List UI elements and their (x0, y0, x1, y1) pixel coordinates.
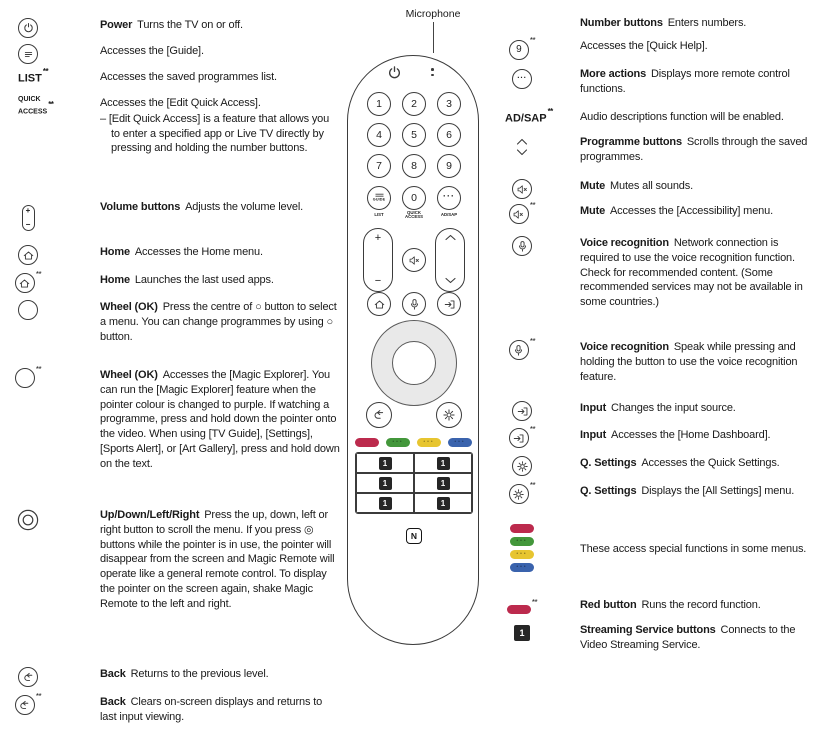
footnote-marks: ** (35, 270, 42, 279)
more-actions-icon: ··· (512, 67, 532, 89)
streaming-service-button (356, 453, 414, 473)
footnote-marks: ** (35, 692, 42, 701)
entry-text (580, 428, 810, 443)
entry-text (100, 200, 340, 215)
streaming-service-badge: 1 (437, 477, 450, 490)
entry-icon-cell (498, 481, 580, 506)
entry-description: These access special functions in some menus. (580, 543, 807, 555)
entry-term: Q. Settings (580, 485, 637, 497)
remote-streaming-grid (355, 452, 473, 514)
entry-text (580, 340, 810, 384)
entry-text (580, 623, 810, 653)
footnote-marks: ** (42, 67, 49, 76)
manual-entry (8, 365, 340, 472)
remote-digit-button: 8 (402, 154, 426, 178)
mic-icon (509, 340, 529, 362)
manual-entry (498, 201, 810, 226)
streaming-service-badge: 1 (437, 497, 450, 510)
entry-icon-cell (498, 337, 580, 362)
entry-description: Accesses the [Edit Quick Access]. (100, 97, 261, 109)
remote-back-button (366, 402, 392, 428)
nfc-icon: N (406, 528, 422, 544)
entry-description: Home Launches the last used apps. (100, 274, 274, 286)
manual-entry (498, 135, 810, 165)
power-icon (18, 18, 38, 40)
manual-entry (8, 270, 340, 295)
entry-term: Home (100, 246, 130, 258)
mic-icon (512, 236, 532, 258)
remote-home-button (367, 292, 391, 316)
entry-icon-cell (498, 135, 580, 164)
manual-entry (498, 598, 810, 619)
remote-illustration (347, 55, 479, 645)
entry-text (580, 110, 810, 125)
entry-description: Mute Accesses the [Accessibility] menu. (580, 205, 774, 217)
entry-term: Power (100, 19, 133, 31)
manual-entry (8, 44, 340, 66)
entry-description: Voice recognition Speak while pressing and holding the button to use the voice recognition feature. (580, 341, 798, 383)
entry-term: Voice recognition (580, 237, 669, 249)
manual-entry (8, 96, 340, 156)
manual-entry (8, 67, 340, 85)
entry-text (580, 204, 810, 219)
remote-quick-access-label: QUICK ACCESS (404, 211, 423, 220)
remote-programme-rocker (435, 228, 465, 292)
entry-icon-cell (8, 508, 100, 537)
entry-icon-cell (8, 300, 100, 325)
manual-entry (498, 179, 810, 201)
entry-description: Programme buttons Scrolls through the saved programmes. (580, 136, 808, 163)
entry-description: Accesses the saved programmes list. (100, 71, 277, 83)
entry-icon-cell (8, 270, 100, 295)
entry-icon-cell (498, 36, 580, 60)
entry-description: Back Clears on-screen displays and returns to last input viewing. (100, 696, 323, 723)
entry-term: Q. Settings (580, 457, 637, 469)
entry-term: Mute (580, 180, 606, 192)
manual-entry (498, 16, 810, 31)
entry-text (580, 67, 810, 97)
remote-color-button-red (355, 438, 379, 447)
entry-description: Back Returns to the previous level. (100, 668, 269, 680)
entry-text (580, 39, 810, 54)
digit-icon: 9 (509, 39, 529, 60)
entry-description: Volume buttons Adjusts the volume level. (100, 201, 304, 213)
streaming-service-button (414, 473, 472, 493)
entry-description: Q. Settings Displays the [All Settings] menu. (580, 485, 795, 497)
remote-list-label: LIST (374, 213, 384, 218)
manual-entry (8, 692, 340, 725)
footnote-marks: ** (529, 337, 536, 346)
entry-icon-cell (498, 401, 580, 423)
guide-icon (18, 44, 38, 66)
remote-digit-button: 5 (402, 123, 426, 147)
entry-description: Power Turns the TV on or off. (100, 19, 243, 31)
manual-entry (8, 200, 340, 231)
entry-description: Input Changes the input source. (580, 402, 736, 414)
manual-entry (498, 425, 810, 450)
manual-entry (498, 236, 810, 310)
entry-text (100, 273, 340, 288)
dpad-icon (16, 508, 40, 537)
entry-icon-cell (498, 236, 580, 258)
entry-term: Wheel (OK) (100, 301, 158, 313)
remote-digit-button: 6 (437, 123, 461, 147)
red-button-icon (507, 601, 531, 619)
entry-description: Q. Settings Accesses the Quick Settings. (580, 457, 780, 469)
entry-text (100, 695, 340, 725)
entry-subnote: – [Edit Quick Access] is a feature that allows you to enter a specified app or Live TV directly by pressing and holding the number buttons. (100, 112, 330, 155)
mute-icon (512, 179, 532, 201)
streaming-service-button (356, 493, 414, 513)
entry-text (580, 236, 810, 310)
home-icon (15, 273, 35, 295)
footnote-marks: ** (531, 598, 538, 607)
entry-icon-cell (498, 623, 580, 641)
entry-text (580, 598, 810, 613)
entry-icon-cell (8, 67, 100, 85)
entry-text (100, 18, 340, 33)
manual-entry (8, 18, 340, 40)
microphone-label: Microphone (405, 8, 461, 20)
remote-mute-button (402, 248, 426, 272)
entry-icon-cell (498, 598, 580, 619)
entry-term: Volume buttons (100, 201, 181, 213)
remote-ad-sap-label: AD/SAP (440, 213, 458, 218)
entry-text (100, 245, 340, 260)
entry-icon-cell (8, 692, 100, 717)
remote-digit-button: 7 (367, 154, 391, 178)
remote-digit-button: 2 (402, 92, 426, 116)
manual-entry (498, 67, 810, 97)
entry-text (580, 484, 810, 499)
manual-entry (498, 36, 810, 60)
entry-text (580, 524, 810, 557)
entry-icon-cell (498, 524, 580, 572)
entry-description: Up/Down/Left/Right Press the up, down, left or right button to scroll the menu. If you press ◎ buttons while the pointer is in use, the pointer will disappear from the screen and Magic Remote will operate like a general remote control. To display the pointer on the screen again, shake Magic Remote to the left and right. (100, 509, 335, 610)
entry-icon-cell (498, 67, 580, 89)
streaming-service-button (414, 493, 472, 513)
entry-text (100, 508, 340, 612)
entry-term: Up/Down/Left/Right (100, 509, 200, 521)
microphone-holes (431, 68, 434, 76)
entry-description: Mute Mutes all sounds. (580, 180, 694, 192)
entry-icon-cell (8, 365, 100, 393)
remote-volume-rocker: + − (363, 228, 393, 292)
entry-icon-cell (498, 179, 580, 201)
back-icon (15, 695, 35, 717)
entry-icon-cell (498, 456, 580, 478)
power-button-icon (386, 65, 403, 82)
entry-text (100, 300, 340, 344)
remote-digit-button: 4 (367, 123, 391, 147)
streaming-service-badge: 1 (437, 457, 450, 470)
entry-term: Input (580, 429, 607, 441)
footnote-marks: ** (547, 107, 553, 116)
entry-text (580, 179, 810, 194)
input-icon (509, 428, 529, 450)
entry-icon-cell (8, 18, 100, 40)
footnote-marks: ** (529, 425, 536, 434)
footnote-marks: ** (529, 481, 536, 490)
entry-description: Streaming Service buttons Connects to the Video Streaming Service. (580, 624, 796, 651)
footnote-marks: ** (529, 201, 536, 210)
entry-icon-cell (498, 201, 580, 226)
ad-sap-label: AD/SAP** (505, 107, 553, 125)
wheel-icon (15, 368, 35, 393)
entry-text (580, 135, 810, 165)
entry-description: Wheel (OK) Press the centre of ○ button to select a menu. You can change programmes by using ○ button. (100, 301, 337, 343)
entry-text (580, 456, 810, 471)
entry-text (100, 44, 340, 59)
remote-color-button-green: ••• (386, 438, 410, 447)
entry-description: Red button Runs the record function. (580, 599, 761, 611)
entry-description: Voice recognition Network connection is required to use the voice recognition function. Check for recommended content. (Some recommended services may not be available in some countries.) (580, 237, 803, 309)
manual-entry (498, 107, 810, 125)
volume-rocker-icon: + − (22, 200, 35, 231)
entry-description: Accesses the [Guide]. (100, 45, 204, 57)
microphone-pointer-line (433, 22, 434, 53)
wheel-icon (18, 300, 38, 325)
manual-entry (498, 623, 810, 653)
streaming-service-badge: 1 (379, 477, 392, 490)
entry-description: Accesses the [Quick Help]. (580, 40, 708, 52)
remote-digit-button: 1 (367, 92, 391, 116)
remote-input-button (437, 292, 461, 316)
manual-entry (498, 337, 810, 384)
streaming-service-button (356, 473, 414, 493)
settings-icon (509, 484, 529, 506)
footnote-marks: ** (48, 99, 54, 109)
entry-description: Wheel (OK) Accesses the [Magic Explorer]. You can run the [Magic Explorer] feature when the pointer colour is changed to purple. If watching a programme, press and hold down the pointer onto the video. When using [TV Guide], [Settings], [Sports Alert], or [Art Gallery], press and hold down on the text. (100, 369, 340, 470)
entry-icon-cell (8, 245, 100, 267)
manual-entry (8, 508, 340, 612)
entry-term: Programme buttons (580, 136, 682, 148)
color-buttons-icon: ••• ••• ••• (510, 524, 534, 572)
entry-icon-cell (498, 425, 580, 450)
quick-access-label: QUICK ACCESS** (18, 96, 54, 115)
entry-term: Red button (580, 599, 637, 611)
entry-term: Home (100, 274, 130, 286)
manual-entry (498, 401, 810, 423)
entry-icon-cell (8, 667, 100, 689)
remote-digit-button: 9 (437, 154, 461, 178)
entry-term: Input (580, 402, 607, 414)
entry-text (580, 16, 810, 31)
streaming-service-badge: 1 (379, 457, 392, 470)
entry-description: Audio descriptions function will be enabled. (580, 111, 784, 123)
streaming-badge-icon: 1 (514, 623, 530, 641)
entry-description: More actions Displays more remote control functions. (580, 68, 790, 95)
entry-text (100, 70, 340, 85)
back-icon (18, 667, 38, 689)
manual-entry (8, 300, 340, 344)
programme-rocker-icon (514, 135, 530, 164)
manual-entry (498, 481, 810, 506)
footnote-marks: ** (529, 36, 536, 45)
manual-entry (498, 524, 810, 572)
manual-entry (8, 245, 340, 267)
input-icon (512, 401, 532, 423)
footnote-marks: ** (35, 365, 42, 374)
mute-icon (509, 204, 529, 226)
entry-description: Number buttons Enters numbers. (580, 17, 747, 29)
remote-settings-button (436, 402, 462, 428)
remote-color-button-yellow: ••• (417, 438, 441, 447)
entry-icon-cell (8, 200, 100, 231)
home-icon (18, 245, 38, 267)
entry-term: Mute (580, 205, 606, 217)
remote-digit-button: 3 (437, 92, 461, 116)
entry-term: Wheel (OK) (100, 369, 158, 381)
settings-icon (512, 456, 532, 478)
entry-term: Streaming Service buttons (580, 624, 716, 636)
entry-description: Input Accesses the [Home Dashboard]. (580, 429, 771, 441)
entry-term: More actions (580, 68, 647, 80)
remote-guide-button: GUIDE (367, 186, 391, 210)
entry-icon-cell (498, 107, 580, 125)
entry-text (100, 667, 340, 682)
entry-text (100, 368, 340, 472)
list-label: LIST** (18, 67, 49, 85)
entry-term: Number buttons (580, 17, 663, 29)
entry-term: Voice recognition (580, 341, 669, 353)
entry-text (580, 401, 810, 416)
remote-wheel-inner (392, 341, 436, 385)
streaming-service-button (414, 453, 472, 473)
remote-mic-button (402, 292, 426, 316)
manual-entry (498, 456, 810, 478)
manual-entry (8, 667, 340, 689)
entry-text (100, 96, 340, 156)
remote-zero-button: 0 (402, 186, 426, 210)
remote-more-button: ··· (437, 186, 461, 210)
entry-term: Back (100, 696, 126, 708)
streaming-service-badge: 1 (379, 497, 392, 510)
entry-term: Back (100, 668, 126, 680)
entry-icon-cell (8, 44, 100, 66)
entry-description: Home Accesses the Home menu. (100, 246, 263, 258)
remote-color-button-blue: ••• (448, 438, 472, 447)
entry-icon-cell (8, 96, 100, 115)
